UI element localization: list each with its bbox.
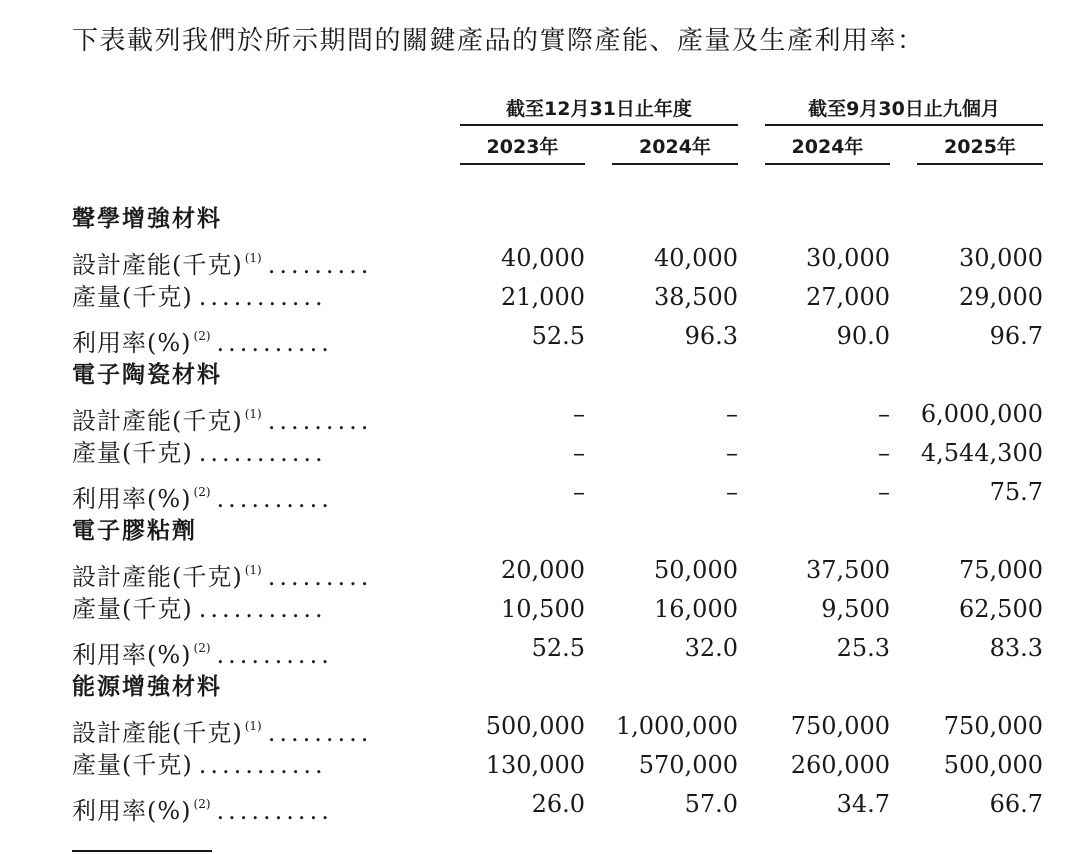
- table-row: [0, 551, 1080, 590]
- table-cell: 37,500: [806, 556, 890, 584]
- row-label-text: 設計產能(千克): [72, 251, 243, 279]
- row-label-text: 產量(千克): [72, 595, 193, 623]
- row-label-text: 利用率(%): [72, 797, 192, 825]
- row-label-text: 利用率(%): [72, 329, 192, 357]
- footnote-marker: (2): [193, 641, 211, 655]
- leader-dots: ..........: [216, 485, 333, 513]
- table-row: [0, 707, 1080, 746]
- section-row: [0, 356, 1080, 395]
- row-label-text: 設計產能(千克): [72, 719, 243, 747]
- footnote-marker: (1): [244, 251, 262, 265]
- table-cell: 20,000: [501, 556, 585, 584]
- year-header-2023: 2023年: [460, 133, 585, 165]
- leader-dots: ...........: [198, 283, 327, 311]
- table-cell: 66.7: [989, 790, 1043, 818]
- group-header-nine-months: 截至9月30日止九個月: [765, 96, 1043, 126]
- leader-dots: ...........: [198, 439, 327, 467]
- leader-dots: .........: [267, 251, 373, 279]
- row-label-text: 設計產能(千克): [72, 407, 243, 435]
- section-row: [0, 200, 1080, 239]
- table-cell: –: [726, 478, 738, 506]
- table-cell: 38,500: [654, 283, 738, 311]
- row-label-text: 利用率(%): [72, 485, 192, 513]
- table-row: [0, 434, 1080, 473]
- row-label-text: 產量(千克): [72, 751, 193, 779]
- table-cell: –: [573, 400, 585, 428]
- row-label: [72, 785, 432, 831]
- table-cell: 570,000: [638, 751, 738, 779]
- table-cell: 27,000: [806, 283, 890, 311]
- section-title: 能源增強材料: [72, 674, 222, 700]
- table-cell: 260,000: [790, 751, 890, 779]
- section-row: [0, 512, 1080, 551]
- table-cell: –: [726, 439, 738, 467]
- row-label: [72, 278, 432, 317]
- table-cell: 62,500: [959, 595, 1043, 623]
- leader-dots: ..........: [216, 641, 333, 669]
- table-cell: 6,000,000: [920, 400, 1043, 428]
- leader-dots: .........: [267, 563, 373, 591]
- table-cell: 26.0: [531, 790, 585, 818]
- table-cell: 40,000: [654, 244, 738, 272]
- section-title: 電子陶瓷材料: [72, 362, 222, 388]
- table-cell: 50,000: [654, 556, 738, 584]
- row-label: [72, 746, 432, 785]
- leader-dots: .........: [267, 719, 373, 747]
- group-header-full-year: 截至12月31日止年度: [460, 96, 738, 126]
- table-row: [0, 746, 1080, 785]
- footnote-marker: (1): [244, 563, 262, 577]
- table-cell: –: [878, 439, 890, 467]
- footnote-divider: [72, 850, 212, 852]
- footnote-marker: (2): [193, 485, 211, 499]
- section-row: [0, 668, 1080, 707]
- table-cell: 29,000: [959, 283, 1043, 311]
- leader-dots: ...........: [198, 751, 327, 779]
- table-cell: 16,000: [654, 595, 738, 623]
- table-row: [0, 395, 1080, 434]
- table-row: [0, 239, 1080, 278]
- row-label: [72, 434, 432, 473]
- table-row: [0, 785, 1080, 824]
- year-header-2025: 2025年: [917, 133, 1043, 165]
- table-row: [0, 317, 1080, 356]
- leader-dots: .........: [267, 407, 373, 435]
- table-cell: 30,000: [959, 244, 1043, 272]
- table-row: [0, 278, 1080, 317]
- section-title: 聲學增強材料: [72, 206, 222, 232]
- table-cell: –: [726, 400, 738, 428]
- year-header-2024-9m: 2024年: [765, 133, 890, 165]
- intro-paragraph: 下表載列我們於所示期間的關鍵產品的實際產能、產量及生產利用率：: [72, 26, 925, 56]
- table-cell: –: [878, 400, 890, 428]
- table-cell: 500,000: [485, 712, 585, 740]
- year-header-2024-full: 2024年: [612, 133, 738, 165]
- leader-dots: ..........: [216, 797, 333, 825]
- table-cell: 57.0: [684, 790, 738, 818]
- table-cell: 130,000: [485, 751, 585, 779]
- row-label-text: 利用率(%): [72, 641, 192, 669]
- table-cell: 96.3: [684, 322, 738, 350]
- table-cell: 750,000: [943, 712, 1043, 740]
- table-cell: –: [573, 439, 585, 467]
- row-label: [72, 590, 432, 629]
- table-cell: 21,000: [501, 283, 585, 311]
- table-cell: 4,544,300: [920, 439, 1043, 467]
- table-row: [0, 590, 1080, 629]
- row-label-text: 產量(千克): [72, 439, 193, 467]
- table-row: [0, 629, 1080, 668]
- table-cell: 52.5: [531, 634, 585, 662]
- table-cell: –: [878, 478, 890, 506]
- table-cell: 34.7: [836, 790, 890, 818]
- row-label-text: 產量(千克): [72, 283, 193, 311]
- leader-dots: ..........: [216, 329, 333, 357]
- table-cell: 750,000: [790, 712, 890, 740]
- table-cell: 75,000: [959, 556, 1043, 584]
- table-cell: 32.0: [684, 634, 738, 662]
- footnote-marker: (2): [193, 797, 211, 811]
- table-cell: 75.7: [989, 478, 1043, 506]
- table-cell: 1,000,000: [615, 712, 738, 740]
- table-row: [0, 473, 1080, 512]
- section-title: 電子膠粘劑: [72, 518, 197, 544]
- table-cell: 9,500: [821, 595, 890, 623]
- table-cell: 96.7: [989, 322, 1043, 350]
- table-cell: 40,000: [501, 244, 585, 272]
- table-cell: 500,000: [943, 751, 1043, 779]
- table-cell: 52.5: [531, 322, 585, 350]
- table-cell: 10,500: [501, 595, 585, 623]
- footnote-marker: (1): [244, 407, 262, 421]
- table-cell: 83.3: [989, 634, 1043, 662]
- row-label-text: 設計產能(千克): [72, 563, 243, 591]
- leader-dots: ...........: [198, 595, 327, 623]
- table-cell: 30,000: [806, 244, 890, 272]
- table-cell: 25.3: [836, 634, 890, 662]
- footnote-marker: (2): [193, 329, 211, 343]
- table-cell: 90.0: [836, 322, 890, 350]
- table-cell: –: [573, 478, 585, 506]
- footnote-marker: (1): [244, 719, 262, 733]
